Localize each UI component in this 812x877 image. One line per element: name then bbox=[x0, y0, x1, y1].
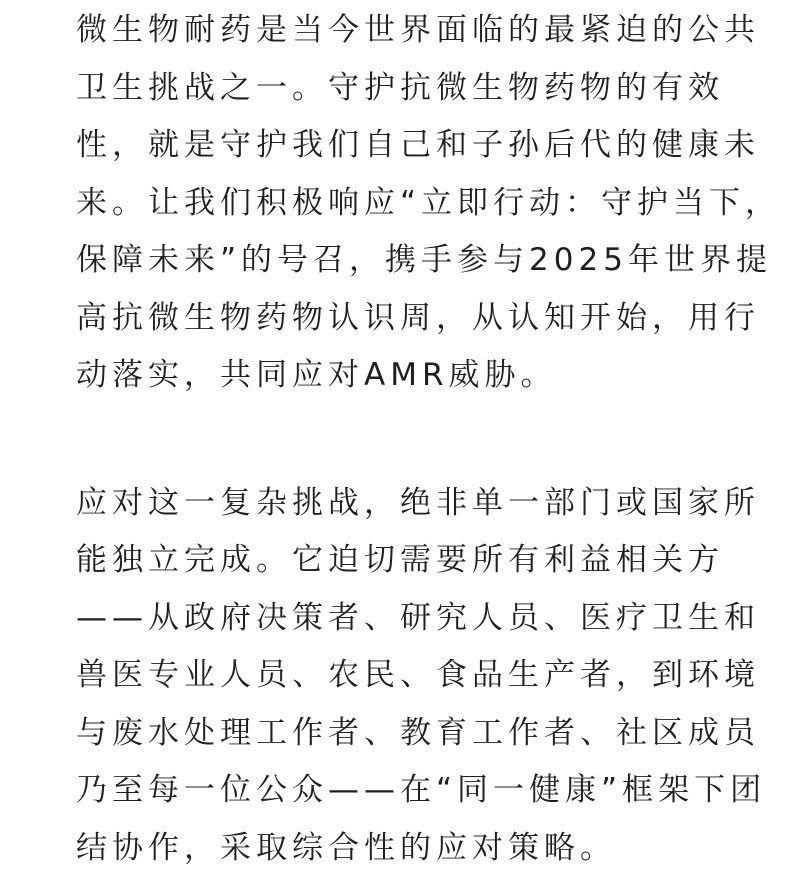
text-line: 动落实，共同应对AMR威胁。 bbox=[76, 347, 812, 405]
text-line: 性，就是守护我们自己和子孙后代的健康未 bbox=[76, 117, 812, 175]
text-line: 应对这一复杂挑战，绝非单一部门或国家所 bbox=[76, 475, 812, 533]
text-line: 乃至每一位公众——在“同一健康”框架下团 bbox=[76, 762, 812, 820]
text-line: 保障未来”的号召，携手参与2025年世界提 bbox=[76, 232, 812, 290]
text-line: 兽医专业人员、农民、食品生产者，到环境 bbox=[76, 647, 812, 705]
text-line: 能独立完成。它迫切需要所有利益相关方 bbox=[76, 532, 812, 590]
paragraph-amr-challenge bbox=[76, 0, 812, 405]
text-line: 结协作，采取综合性的应对策略。 bbox=[76, 820, 812, 877]
text-line: 高抗微生物药物认识周，从认知开始，用行 bbox=[76, 290, 812, 348]
text-line: 来。让我们积极响应“立即行动：守护当下， bbox=[76, 175, 812, 233]
text-line: ——从政府决策者、研究人员、医疗卫生和 bbox=[76, 590, 812, 648]
text-line: 卫生挑战之一。守护抗微生物药物的有效 bbox=[76, 60, 812, 118]
paragraph-one-health bbox=[76, 475, 812, 877]
text-line: 微生物耐药是当今世界面临的最紧迫的公共 bbox=[76, 2, 812, 60]
text-line: 与废水处理工作者、教育工作者、社区成员 bbox=[76, 705, 812, 763]
